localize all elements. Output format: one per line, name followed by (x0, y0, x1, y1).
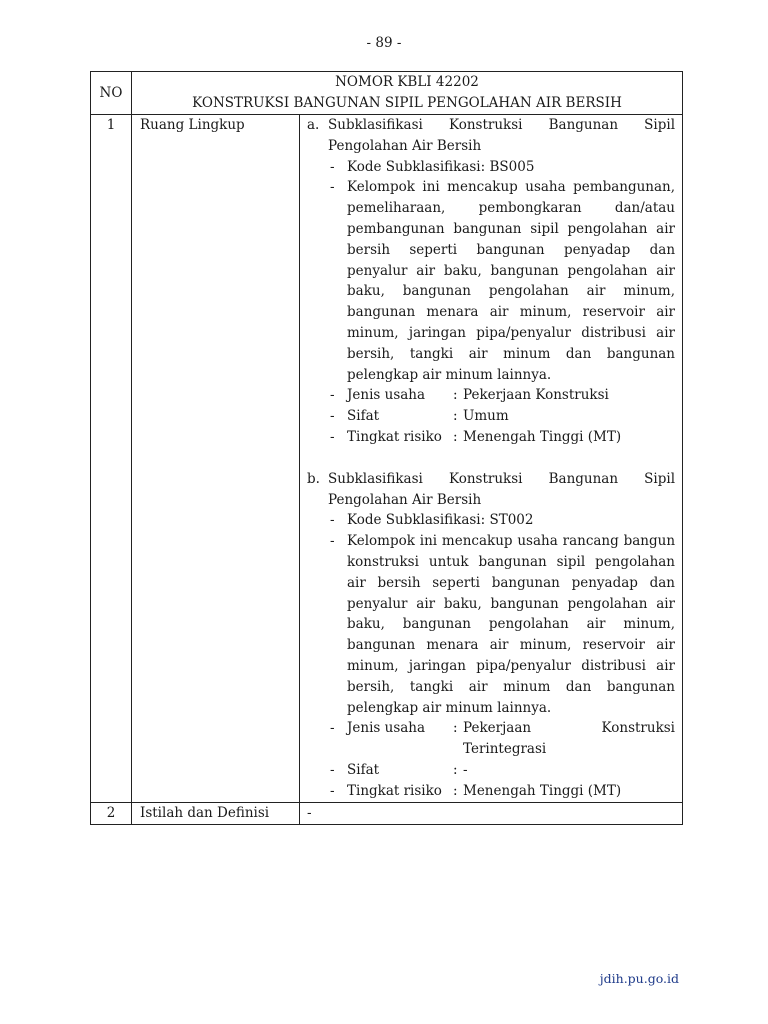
sub-letter: a. (307, 117, 320, 133)
list-item: - Kode Subklasifikasi: ST002 (330, 512, 534, 529)
header-kbli-name: KONSTRUKSI BANGUNAN SIPIL PENGOLAHAN AIR BERSIH (192, 95, 622, 111)
sifat-value: Umum (463, 408, 509, 425)
risiko-label: Tingkat risiko (347, 782, 442, 799)
sifat-label: Sifat (347, 761, 380, 778)
jenis-label: Jenis usaha (347, 387, 426, 404)
kelompok-text: Kelompok ini mencakup usaha rancang bangun konstruksi untuk bangunan sipil pengolahan air bersih seperti bangunan penyadap dan penyalur air baku, bangunan pengolahan air baku, bangunan pengolahan air minum, bangunan menara air minum, reservoir air minum, jaringan pipa/penyalur distribusi air bersih, tangki air minum dan bangunan pelengkap air minum lainnya. (347, 533, 676, 716)
header-title (132, 72, 683, 115)
sifat-value: - (463, 761, 468, 778)
row-scope: Ruang Lingkup (132, 115, 300, 803)
jenis-value: Pekerjaan Konstruksi Terintegrasi (463, 720, 676, 758)
sub-letter: b. (307, 470, 320, 487)
sub-title: Subklasifikasi Konstruksi Bangunan Sipil Pengolahan Air Bersih (328, 117, 676, 154)
table-header-row (91, 72, 683, 115)
list-item: - Kelompok ini mencakup usaha rancang bangun konstruksi untuk bangunan sipil pengolahan air bersih seperti bangunan penyadap dan penyalur air baku, bangunan pengolahan air baku, bangunan pengolahan air minum, bangunan menara air minum, reservoir air minum, jaringan pipa/penyalur distribusi air bersih, tangki air minum dan bangunan pelengkap air minum lainnya. (330, 533, 676, 716)
list-item: - Jenis usaha : Pekerjaan Konstruksi Terintegrasi (328, 718, 675, 760)
subclassification-b (307, 469, 675, 802)
table-row (91, 802, 683, 824)
jenis-value: Pekerjaan Konstruksi (463, 387, 609, 404)
risiko-value: Menengah Tinggi (MT) (463, 428, 622, 445)
sifat-label: Sifat (347, 408, 380, 425)
list-item: - Sifat : Umum (328, 406, 675, 427)
footer-link[interactable]: jdih.pu.go.id (599, 971, 679, 986)
list-item: - Kode Subklasifikasi: BS005 (330, 158, 535, 175)
list-item: - Jenis usaha : Pekerjaan Konstruksi (328, 385, 675, 406)
jenis-label: Jenis usaha (347, 720, 426, 737)
list-item: - Kelompok ini mencakup usaha pembangunan, pemeliharaan, pembongkaran dan/atau pembangunan bangunan sipil pengolahan air bersih seperti bangunan penyadap dan penyalur air baku, bangunan pengolahan air baku, bangunan pengolahan air minum, bangunan menara air minum, reservoir air minum, jaringan pipa/penyalur distribusi air bersih, tangki air minum dan bangunan pelengkap air minum lainnya. (330, 179, 676, 383)
page-number: - 89 - (366, 35, 402, 51)
header-no: NO (91, 72, 132, 115)
table-row (91, 115, 683, 803)
header-kbli-number: NOMOR KBLI 42202 (335, 74, 479, 90)
list-item: - Tingkat risiko : Menengah Tinggi (MT) (328, 781, 675, 802)
row-scope: Istilah dan Definisi (132, 802, 300, 824)
risiko-label: Tingkat risiko (347, 428, 442, 445)
risiko-value: Menengah Tinggi (MT) (463, 782, 622, 799)
kbli-table (90, 71, 683, 825)
row-number: 1 (91, 115, 132, 803)
kelompok-text: Kelompok ini mencakup usaha pembangunan, pemeliharaan, pembongkaran dan/atau pembangunan bangunan sipil pengolahan air bersih seperti bangunan penyadap dan penyalur air baku, bangunan pengolahan air baku, bangunan pengolahan air minum, bangunan menara air minum, reservoir air minum, jaringan pipa/penyalur distribusi air bersih, tangki air minum dan bangunan pelengkap air minum lainnya. (347, 179, 676, 383)
row-number: 2 (91, 802, 132, 824)
row-content: - (300, 802, 683, 824)
subclassification-a (307, 115, 675, 448)
sub-title: Subklasifikasi Konstruksi Bangunan Sipil Pengolahan Air Bersih (328, 470, 676, 508)
list-item: - Tingkat risiko : Menengah Tinggi (MT) (328, 427, 675, 448)
list-item: - Sifat : - (328, 760, 675, 781)
kode-text: Kode Subklasifikasi: BS005 (347, 158, 535, 175)
kode-text: Kode Subklasifikasi: ST002 (347, 512, 534, 529)
row-content (300, 115, 683, 803)
